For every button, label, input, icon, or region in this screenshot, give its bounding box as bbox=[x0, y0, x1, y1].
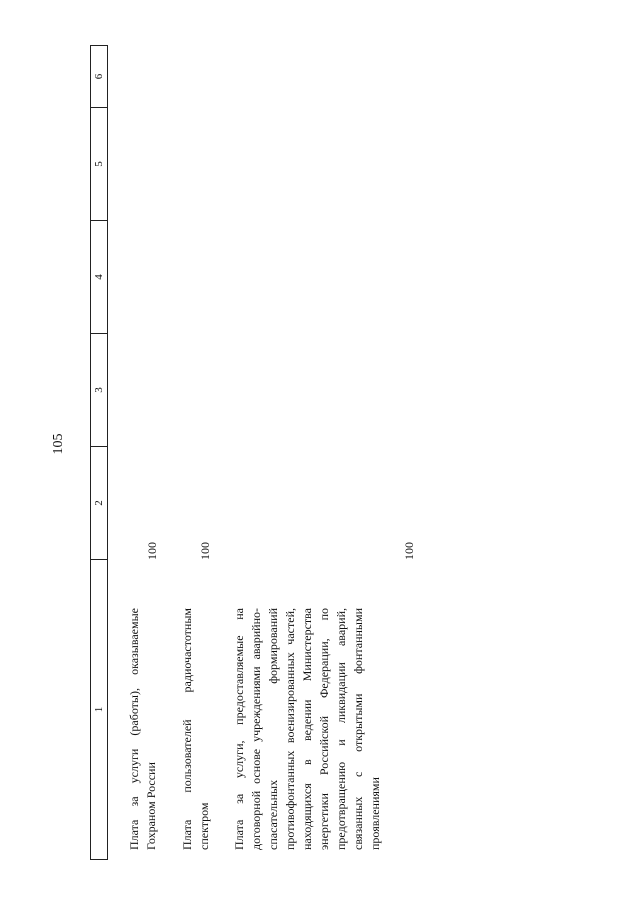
row-value: 100 bbox=[402, 542, 416, 560]
column-header-3: 3 bbox=[91, 333, 108, 446]
page-number: 105 bbox=[51, 433, 66, 455]
row-value: 100 bbox=[145, 542, 159, 560]
row-name: Плата за услуги (работы), оказываемые Гохраном России bbox=[127, 608, 158, 850]
row-value: 100 bbox=[198, 542, 212, 560]
column-header-5: 5 bbox=[91, 107, 108, 220]
rotated-table bbox=[90, 45, 520, 860]
column-header-6: 6 bbox=[91, 45, 108, 107]
row-name: Плата пользователей радиочастотным спектром bbox=[180, 608, 211, 850]
table-header-row bbox=[90, 45, 108, 860]
column-header-4: 4 bbox=[91, 220, 108, 333]
column-header-2: 2 bbox=[91, 446, 108, 559]
column-header-1: 1 bbox=[91, 559, 108, 859]
row-name: Плата за услуги, предоставляемые на договорной основе учреждениями аварийно-спасательных формирований противофонтанных военизированных частей, находящихся в ведении Министерства энергетики Российской Федерации, по предотвращению и ликвидации аварий, связанных с открытыми фонтанными проявлениями bbox=[232, 608, 382, 850]
